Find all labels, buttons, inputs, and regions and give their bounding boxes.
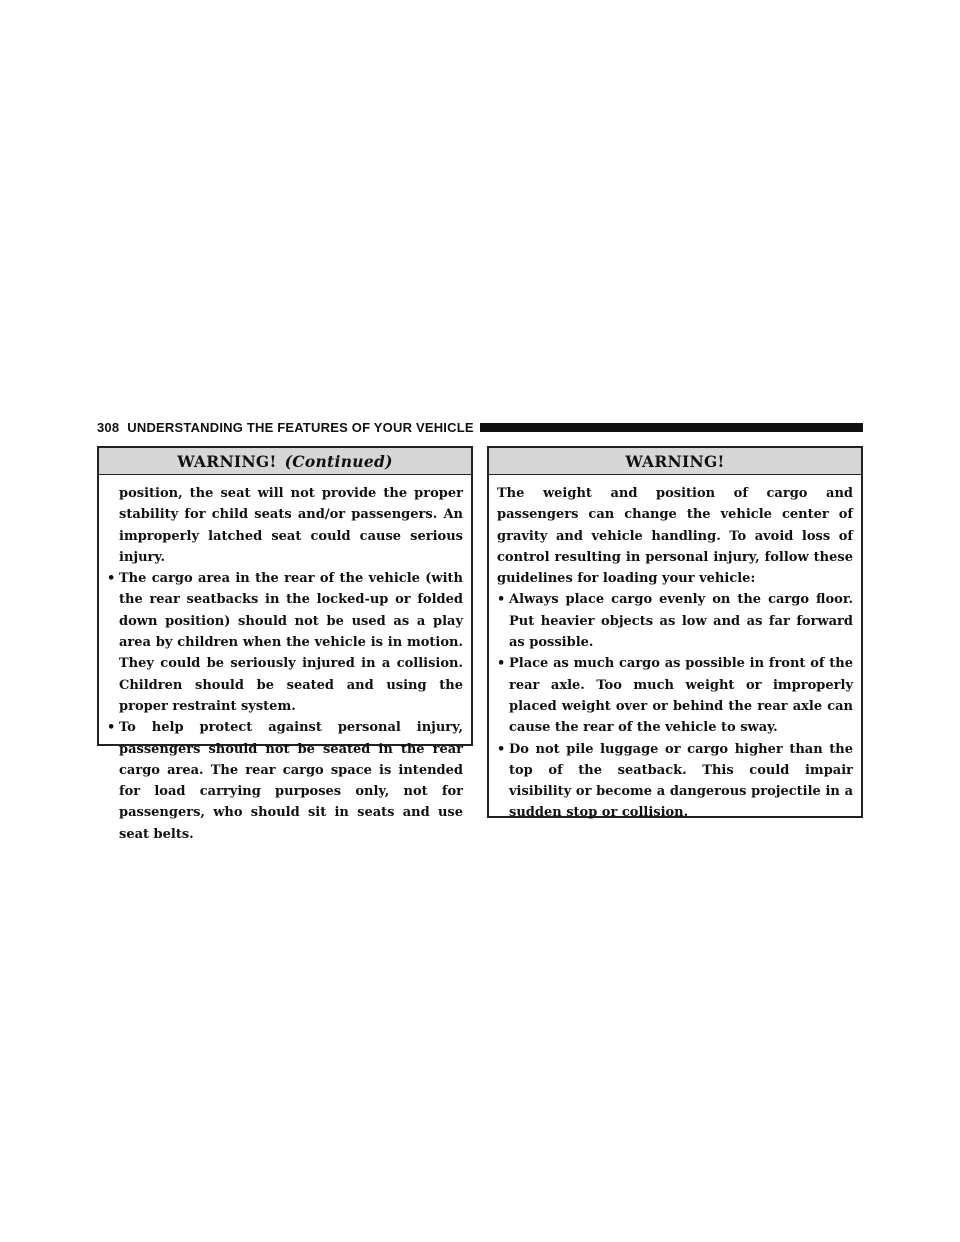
warning-header	[489, 448, 861, 475]
warning-box-cargo-loading	[487, 446, 863, 821]
warning-intro-text: position, the seat will not provide the proper stability for child seats and/or passengers. An improperly latched seat could cause serious injury.	[119, 486, 463, 565]
page-header	[97, 416, 863, 438]
list-item-text: Place as much cargo as possible in front of the rear axle. Too much weight or improperly placed weight over or behind the rear axle can cause the rear of the vehicle to sway.	[509, 656, 853, 736]
warning-header	[99, 448, 471, 475]
warning-title: WARNING!	[177, 451, 277, 471]
warning-continued-label: (Continued)	[284, 451, 393, 471]
list-item	[497, 739, 853, 824]
list-item-text: To help protect against personal injury, passengers should not be seated in the rear cargo area. The rear cargo space is intended for load carrying purposes only, not for passengers, who should sit in seats and use seat belts.	[119, 720, 463, 842]
bullet-icon: •	[497, 741, 506, 757]
warning-intro-text: The weight and position of cargo and passengers can change the vehicle center of gravity and vehicle handling. To avoid loss of control resulting in personal injury, follow these guidelines for loading your vehicle:	[497, 486, 853, 587]
list-item	[107, 717, 463, 845]
list-item-text: Do not pile luggage or cargo higher than the top of the seatback. This could impair visibility or become a dangerous projectile in a sudden stop or collision.	[509, 741, 853, 821]
list-item	[497, 589, 853, 653]
list-item-text: Always place cargo evenly on the cargo floor. Put heavier objects as low and as far forward as possible.	[509, 592, 853, 651]
bullet-icon: •	[497, 656, 506, 672]
warning-bullet-list	[497, 589, 853, 823]
warning-bullet-list	[107, 568, 463, 845]
list-item	[497, 653, 853, 738]
bullet-icon: •	[497, 592, 506, 608]
bullet-icon: •	[107, 720, 116, 736]
list-item-text: The cargo area in the rear of the vehicle (with the rear seatbacks in the locked-up or folded down position) should not be used as a play area by children when the vehicle is in motion. They could be seriously injured in a collision. Children should be seated and using the proper restraint system.	[119, 571, 463, 714]
page-number: 308	[97, 419, 120, 435]
section-title: UNDERSTANDING THE FEATURES OF YOUR VEHICLE	[127, 419, 474, 435]
bullet-icon: •	[107, 571, 116, 587]
warning-title: WARNING!	[625, 451, 725, 471]
warning-body	[99, 475, 471, 845]
warning-body	[489, 475, 861, 824]
warning-box-continued	[97, 446, 473, 842]
list-item	[107, 568, 463, 717]
header-rule	[480, 423, 863, 432]
